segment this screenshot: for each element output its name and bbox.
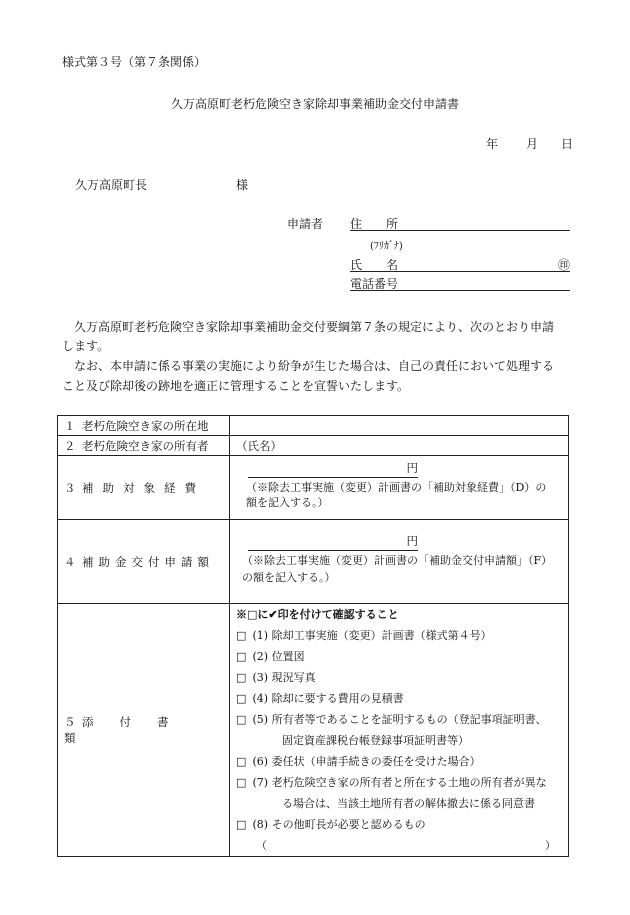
- attachment-item-continued: 固定資産課税台帳登録事項証明書等）: [282, 734, 469, 747]
- attachment-item-continued: る場合は、当該土地所有者の解体撤去に係る同意書: [282, 797, 535, 810]
- applicant-name-label: 氏 名: [350, 258, 399, 272]
- location-input[interactable]: [230, 416, 569, 436]
- document-title: 久万高原町老朽危険空き家除却事業補助金交付申請書: [171, 97, 460, 111]
- row3-label: ３ 補助対象経費: [58, 456, 230, 520]
- owner-input[interactable]: （氏名）: [230, 436, 569, 456]
- attachment-item[interactable]: □ (5) 所有者等であることを証明するもの（登記事項証明書、: [236, 709, 562, 730]
- applicant-address-field[interactable]: [350, 215, 570, 231]
- applicant-name-field[interactable]: [350, 256, 570, 272]
- date-day: 日: [561, 137, 574, 151]
- subsidy-amount-note-1: （※除去工事実施（変更）計画書の「補助金交付申請額」（F）: [242, 554, 553, 567]
- other-document-input[interactable]: （ ）: [256, 839, 556, 852]
- table-row: [58, 456, 569, 520]
- row2-label: ２ 老朽危険空き家の所有者: [58, 436, 230, 456]
- attachment-item[interactable]: □ (2) 位置図: [236, 646, 562, 667]
- attachment-item[interactable]: □ (3) 現況写真: [236, 667, 562, 688]
- checkbox[interactable]: □: [236, 818, 247, 831]
- applicant-label: 申請者: [287, 217, 324, 231]
- checkbox[interactable]: □: [236, 671, 247, 684]
- date-month: 月: [526, 137, 539, 151]
- row1-label: １ 老朽危険空き家の所在地: [58, 416, 230, 436]
- addressee-honorific: 様: [236, 178, 249, 192]
- table-row: [58, 436, 569, 456]
- subsidy-amount-note-2: の額を記入する。）: [242, 571, 336, 584]
- checkbox[interactable]: □: [236, 776, 247, 789]
- seal-mark: ㊞: [557, 258, 570, 272]
- attachment-item[interactable]: □ (7) 老朽危険空き家の所有者と所在する土地の所有者が異な: [236, 772, 562, 793]
- subsidy-amount-input[interactable]: 円: [248, 536, 418, 551]
- body-para1-line1: 久万高原町老朽危険空き家除却事業補助金交付要綱第７条の規定により、次のとおり申請: [62, 320, 555, 334]
- checkbox[interactable]: □: [236, 629, 247, 642]
- eligible-cost-cell: [230, 456, 569, 520]
- subsidy-amount-cell: [230, 520, 569, 604]
- body-para1-line2: します。: [62, 339, 110, 353]
- row4-label: ４ 補助金交付申請額: [58, 520, 230, 604]
- checkbox[interactable]: □: [236, 692, 247, 705]
- checkbox[interactable]: □: [236, 713, 247, 726]
- form-number: 様式第３号（第７条関係）: [62, 55, 207, 69]
- attachment-item[interactable]: □ (8) その他町長が必要と認めるもの: [236, 814, 562, 835]
- body-para2-line1: なお、本申請に係る事業の実施により紛争が生じた場合は、自己の責任において処理する: [62, 359, 555, 373]
- eligible-cost-note-1: （※除去工事実施（変更）計画書の「補助対象経費」（D）の: [246, 481, 547, 494]
- table-row: [58, 520, 569, 604]
- row5-label: ５ 添付書類: [58, 604, 230, 857]
- applicant-furigana-label: (ﾌﾘｶﾞﾅ): [370, 241, 403, 252]
- addressee-name: 久万高原町長: [75, 178, 148, 192]
- applicant-phone-field[interactable]: [350, 275, 570, 291]
- applicant-address-label: 住 所: [350, 217, 399, 231]
- table-row: [58, 416, 569, 436]
- body-para2-line2: こと及び除却後の跡地を適正に管理することを宣誓いたします。: [62, 379, 410, 393]
- date-year: 年: [486, 137, 499, 151]
- application-table: [57, 415, 569, 857]
- eligible-cost-note-2: 額を記入する。）: [246, 496, 329, 509]
- eligible-cost-input[interactable]: 円: [248, 463, 418, 478]
- attachment-item[interactable]: □ (1) 除却工事実施（変更）計画書（様式第４号）: [236, 625, 562, 646]
- attachments-cell: [230, 604, 569, 857]
- table-row: [58, 604, 569, 857]
- checkbox[interactable]: □: [236, 650, 247, 663]
- attachment-item[interactable]: □ (6) 委任状（申請手続きの委任を受けた場合）: [236, 751, 562, 772]
- applicant-phone-label: 電話番号: [350, 277, 399, 291]
- attachments-instruction: ※□に✔印を付けて確認すること: [236, 608, 399, 621]
- attachment-item[interactable]: □ (4) 除却に要する費用の見積書: [236, 688, 562, 709]
- checkbox[interactable]: □: [236, 755, 247, 768]
